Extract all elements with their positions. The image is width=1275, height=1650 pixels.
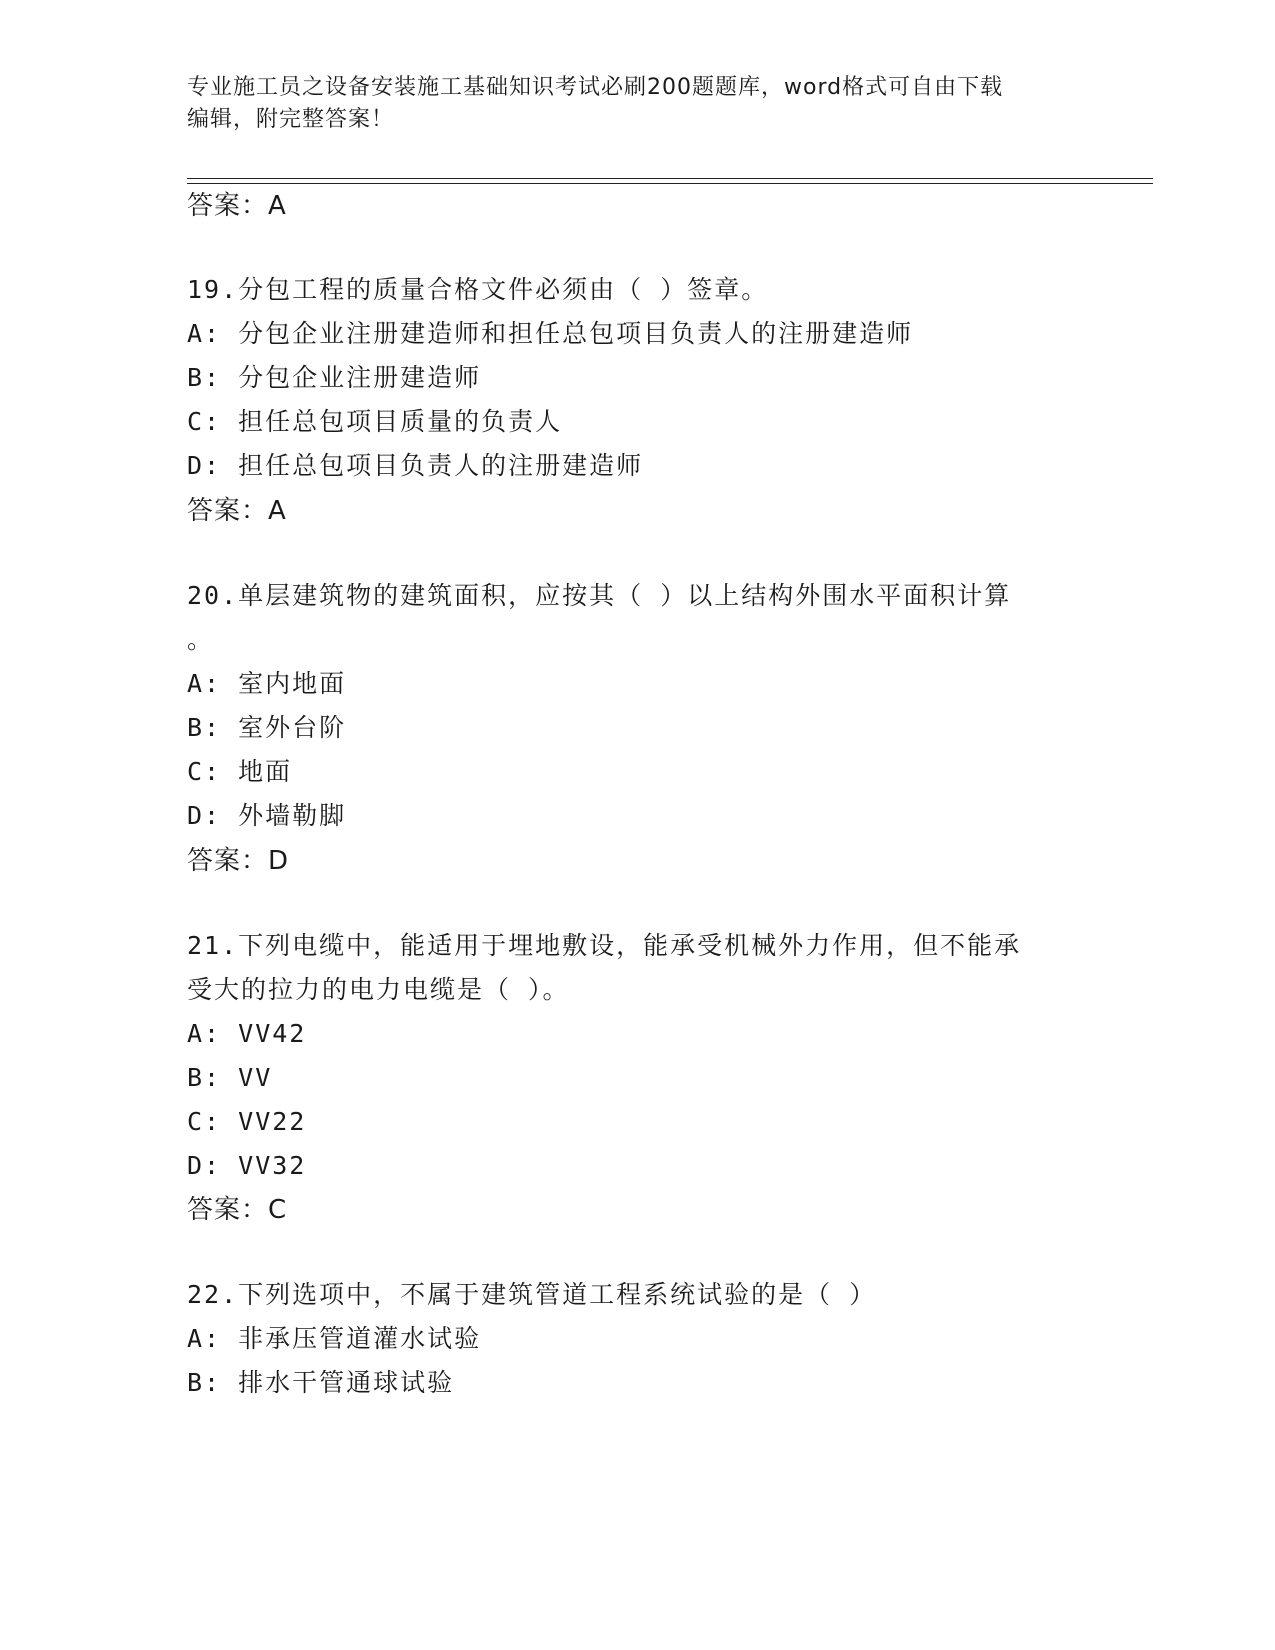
header-title-line2: 编辑，附完整答案！ [187, 107, 395, 132]
question-22-option-b: B: 排水干管通球试验 [187, 1368, 455, 1397]
question-20-stem-continued: 。 [187, 625, 215, 654]
question-19-stem: 19.分包工程的质量合格文件必须由（ ）签章。 [187, 275, 769, 304]
question-21-answer: 答案：C [187, 1195, 288, 1225]
question-21-option-c: C: VV22 [187, 1107, 307, 1136]
question-21-stem-continued: 受大的拉力的电力电缆是（ ）。 [187, 975, 570, 1004]
answer-previous: 答案：A [187, 191, 287, 221]
document-header [187, 72, 1067, 136]
header-title-line1: 专业施工员之设备安装施工基础知识考试必刷200题题库，word格式可自由下载 [187, 75, 1004, 100]
question-20-option-d: D: 外墙勒脚 [187, 801, 347, 830]
question-21-stem: 21.下列电缆中，能适用于埋地敷设，能承受机械外力作用，但不能承 [187, 931, 1022, 960]
question-19-option-c: C: 担任总包项目质量的负责人 [187, 407, 563, 436]
question-19-answer: 答案：A [187, 496, 287, 526]
question-20-answer: 答案：D [187, 846, 290, 876]
question-20-option-a: A: 室内地面 [187, 669, 347, 698]
question-20-stem: 20.单层建筑物的建筑面积，应按其（ ）以上结构外围水平面积计算 [187, 581, 1012, 610]
question-21-option-a: A: VV42 [187, 1019, 307, 1048]
question-20-option-b: B: 室外台阶 [187, 713, 347, 742]
question-20-option-c: C: 地面 [187, 757, 293, 786]
question-22-stem: 22.下列选项中，不属于建筑管道工程系统试验的是（ ） [187, 1280, 877, 1309]
question-22-option-a: A: 非承压管道灌水试验 [187, 1324, 482, 1353]
question-19-option-d: D: 担任总包项目负责人的注册建造师 [187, 451, 644, 480]
header-divider-top [187, 178, 1153, 179]
question-19-option-a: A: 分包企业注册建造师和担任总包项目负责人的注册建造师 [187, 319, 914, 348]
question-21-option-b: B: VV [187, 1063, 273, 1092]
header-divider-bottom [187, 183, 1153, 184]
question-19-option-b: B: 分包企业注册建造师 [187, 363, 482, 392]
question-21-option-d: D: VV32 [187, 1151, 307, 1180]
